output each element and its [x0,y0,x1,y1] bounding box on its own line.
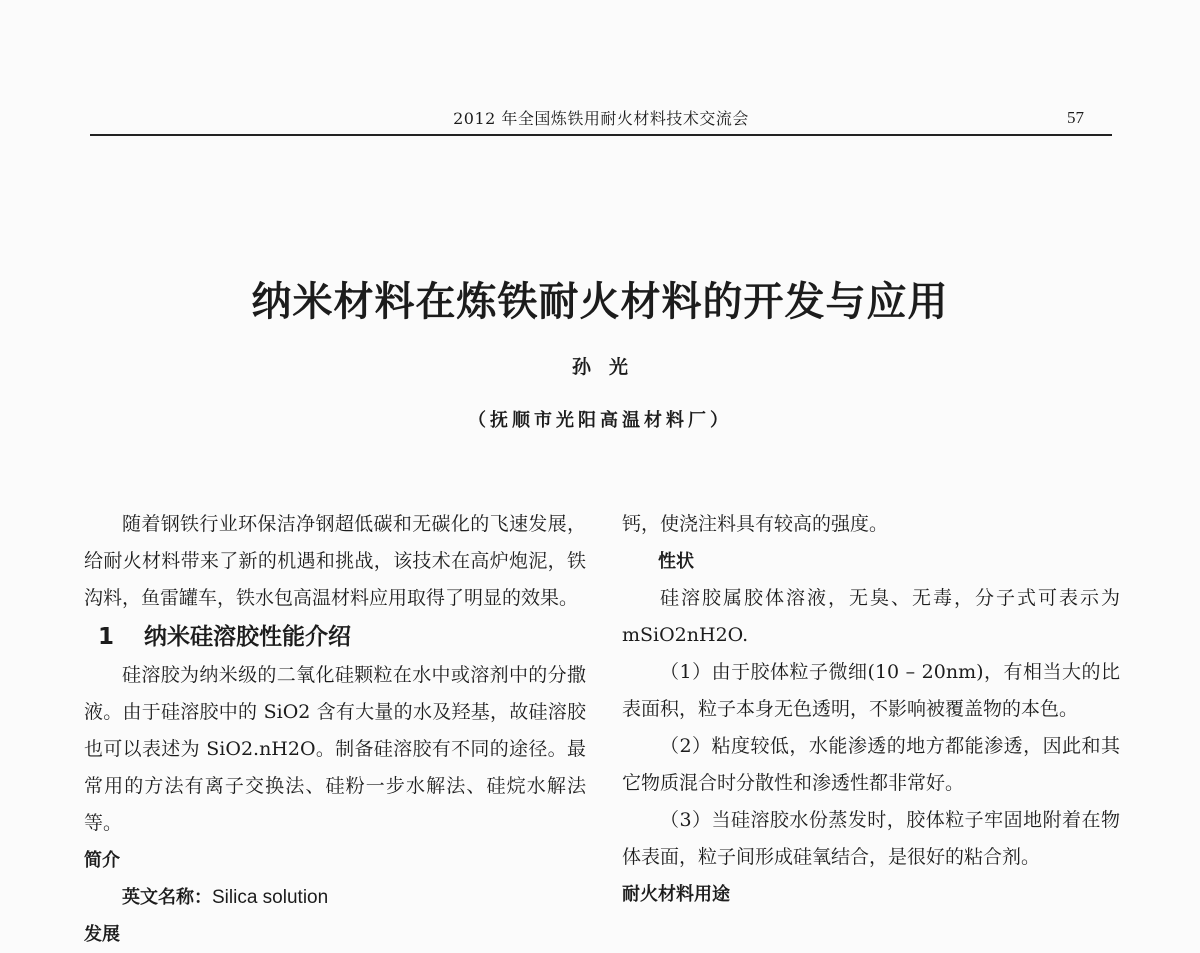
english-name-label: 英文名称： [122,887,212,908]
left-column [84,506,586,953]
english-name-line [84,879,586,916]
author-affiliation: （抚顺市光阳高温材料厂） [468,410,732,431]
section-1-paragraph: 硅溶胶为纳米级的二氧化硅颗粒在水中或溶剂中的分撒液。由于硅溶胶中的 SiO2 含有大量的水及羟基，故硅溶胶也可以表述为 SiO2.nH2O。制备硅溶胶有不同的途径。最常用的方法有离子交换法、硅粉一步水解法、硅烷水解法等。 [84,664,586,834]
section-heading [84,617,586,657]
development-subheading: 发展 [84,924,120,945]
intro-subheading: 简介 [84,850,120,871]
properties-paragraph: 硅溶胶属胶体溶液，无臭、无毒，分子式可表示为 mSiO2nH2O. [622,587,1120,646]
section-title: 纳米硅溶胶性能介绍 [144,624,351,650]
author-name: 孙光 [571,356,646,378]
intro-paragraph: 随着钢铁行业环保洁净钢超低碳和无碳化的飞速发展，给耐火材料带来了新的机遇和挑战，该技术在高炉炮泥，铁沟料，鱼雷罐车，铁水包高温材料应用取得了明显的效果。 [84,513,586,609]
property-item-3: （3）当硅溶胶水份蒸发时，胶体粒子牢固地附着在物体表面，粒子间形成硅氧结合，是很好的粘合剂。 [622,809,1120,868]
english-name-value: Silica solution [212,887,329,908]
continued-paragraph: 钙，使浇注料具有较高的强度。 [622,513,889,535]
property-item-2: （2）粘度较低，水能渗透的地方都能渗透，因此和其它物质混合时分散性和渗透性都非常好。 [622,735,1120,794]
property-item-1: （1）由于胶体粒子微细(10 – 20nm)，有相当大的比表面积，粒子本身无色透明，不影响被覆盖物的本色。 [622,661,1120,720]
page-number: 57 [1067,108,1084,127]
running-header [90,100,1112,136]
paper-title: 纳米材料在炼铁耐火材料的开发与应用 [251,279,949,325]
properties-subheading: 性状 [658,551,694,572]
refractory-use-subheading: 耐火材料用途 [622,884,730,905]
running-title: 2012 年全国炼铁用耐火材料技术交流会 [453,109,749,128]
section-number: 1 [98,624,115,650]
right-column [622,506,1120,913]
